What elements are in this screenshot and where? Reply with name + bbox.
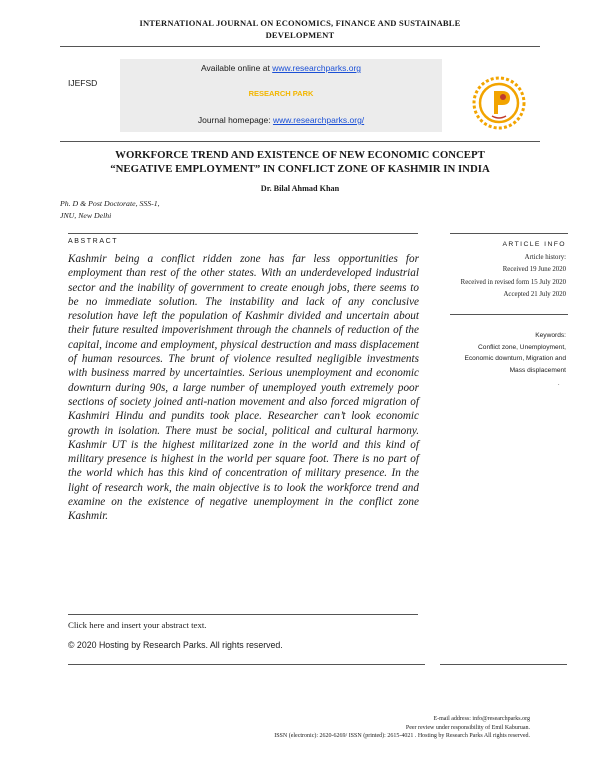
- keywords-label: Keywords:: [535, 332, 566, 339]
- accepted-date: Accepted 21 July 2020: [503, 291, 566, 298]
- abstract-bottom-divider: [68, 614, 418, 615]
- journal-title-line2: DEVELOPMENT: [265, 30, 335, 40]
- footer-peer-review: Peer review under responsibility of Emil Kaburuan.: [405, 724, 530, 731]
- research-parks-logo-icon: [472, 76, 526, 130]
- journal-homepage: Journal homepage: www.researchparks.org/: [197, 115, 365, 125]
- article-history-label: Article history:: [524, 253, 566, 261]
- footer-email: E-mail address: info@researchparks.org: [433, 716, 530, 722]
- abstract-heading: ABSTRACT: [68, 238, 119, 245]
- received-date: Received 19 June 2020: [502, 266, 566, 273]
- revised-date: Received in revised form 15 July 2020: [460, 278, 566, 286]
- article-info-top-divider: [450, 233, 568, 234]
- keywords: [450, 330, 566, 376]
- journal-homepage-link[interactable]: www.researchparks.org/: [272, 115, 365, 125]
- footer-divider-left: [68, 664, 425, 665]
- available-online: Available online at www.researchparks.org: [200, 63, 361, 73]
- abstract-text: Kashmir being a conflict ridden zone has far less opportunities for employment than rest of the other states. With an underdeveloped industrial sector and the inability of government to create enough jobs, there seems to be no immediate solution. The instability and lack of any conclusive resolution have left the population of Kashmir divided and uncertain about their future resulted impoverishment through the channels of reduction of the capital, income and employment, physical destruction and mass displacement of human resources. The brunt of violence resulted negligible investments with business marred by uncertainties. Serious unemployment and economic downturn during 90s, a large number of unemployed youth extremely poor sections of society joined anti-nation movement and also forced migration of Kashmiri Hindu and pundits took place. Researcher can’t look economic growth in isolation. There must be social, political and cultural harmony. Kashmir UT is the highest militarized zone in the world and this kind of military presence is highest in the world per square foot. There is no part of the world which has this kind of concentration of military presence. In the light of research work, the main objective is to look the workforce trend and examine on the existence of negative unemployment in the conflict zone Kashmir.: [68, 253, 419, 523]
- journal-banner: [120, 59, 442, 132]
- article-info-divider: [450, 314, 568, 315]
- article-title-line2: “NEGATIVE EMPLOYMENT” IN CONFLICT ZONE OF KASHMIR IN INDIA: [110, 162, 490, 175]
- stray-mark: .: [558, 381, 560, 387]
- keyword-line: Conflict zone, Unemployment,: [478, 343, 566, 351]
- journal-abbrev: IJEFSD: [68, 78, 98, 88]
- author-affiliation: Ph. D & Post Doctorate, SSS-1, JNU, New Delhi: [60, 199, 160, 220]
- abstract-top-divider: [68, 233, 418, 234]
- copyright-notice: © 2020 Hosting by Research Parks. All rights reserved.: [68, 640, 283, 650]
- article-info-heading: ARTICLE INFO: [502, 241, 566, 248]
- article-info: [450, 239, 566, 302]
- journal-title: [0, 17, 600, 41]
- journal-title-line1: INTERNATIONAL JOURNAL ON ECONOMICS, FINANCE AND SUSTAINABLE: [139, 18, 461, 28]
- article-title: [0, 149, 600, 176]
- footer-issn: ISSN (electronic): 2620-6269/ ISSN (printed): 2615-4021 . Hosting by Research Parks All rights reserved.: [274, 733, 530, 740]
- header-divider: [60, 46, 540, 47]
- available-online-link[interactable]: www.researchparks.org: [272, 63, 361, 73]
- article-title-line1: WORKFORCE TREND AND EXISTENCE OF NEW ECONOMIC CONCEPT: [115, 149, 485, 161]
- banner-divider: [60, 141, 540, 142]
- author-name: Dr. Bilal Ahmad Khan: [260, 184, 340, 193]
- footer-divider-right: [440, 664, 567, 665]
- page-footer: [250, 715, 530, 741]
- abstract-placeholder[interactable]: Click here and insert your abstract text.: [68, 620, 207, 630]
- publisher-name: RESEARCH PARK: [248, 89, 314, 98]
- keyword-line: Economic downturn, Migration and: [464, 355, 566, 362]
- keyword-line: Mass displacement: [509, 366, 566, 374]
